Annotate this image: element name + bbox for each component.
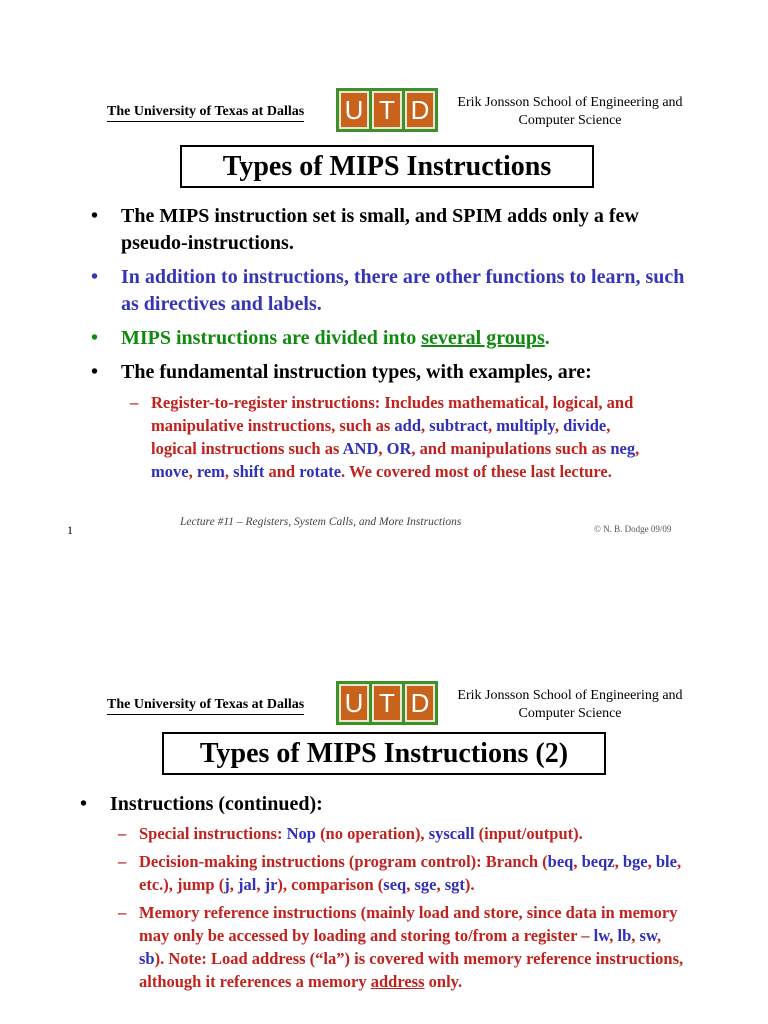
sub-bullet-item [120, 391, 660, 483]
copyright: © N. B. Dodge 09/09 [594, 524, 672, 534]
bullet-item [91, 325, 691, 352]
logo-letter-d: D [405, 91, 435, 129]
keyword: jr [264, 875, 278, 894]
sub-text: , [635, 439, 640, 458]
sub-text: ). Note: Load address (“la”) is covered with memory reference instructions, although it references a memory [139, 949, 684, 991]
sub-text: ), comparison ( [277, 875, 384, 894]
sub-text: Decision-making instructions (program control): Branch ( [139, 852, 548, 871]
bullet-item: • In addition to instructions, there are other functions to learn, such as directives and labels. [91, 264, 691, 318]
sub-text: . We covered most of these last lecture. [341, 462, 612, 481]
logo-letter-d: D [405, 684, 435, 722]
school-line-1: Erik Jonsson School of Engineering and [457, 95, 683, 110]
sub-text: Memory reference instructions (mainly load and store, since data in memory may only be accessed by loading and storing to/from a register – [139, 903, 678, 945]
sub-text: Register-to-register instructions: Includes mathematical, logical, and manipulative instructions, such as [151, 393, 634, 435]
university-name: The University of Texas at Dallas [107, 697, 304, 715]
keyword: add [394, 416, 422, 435]
sub-text: , logical instructions such as [151, 416, 611, 458]
address-underlined: address [370, 972, 425, 991]
school-line-2: Computer Science [518, 113, 622, 128]
bullet-item: • The fundamental instruction types, with examples, are: [91, 359, 691, 386]
sub-text: Special instructions: [139, 824, 287, 843]
school-line-1: Erik Jonsson School of Engineering and [457, 688, 683, 703]
school-name [440, 687, 700, 723]
school-line-2: Computer Science [518, 706, 622, 721]
keyword: OR [386, 439, 412, 458]
sub-bullet-list [120, 391, 660, 483]
sub-text: , [573, 852, 582, 871]
bullet-item: • Instructions (continued): [80, 791, 700, 818]
sub-text: , [487, 416, 497, 435]
keyword: neg [610, 439, 636, 458]
several-groups-link[interactable]: several groups [421, 327, 545, 349]
sub-text: , and manipulations such as [411, 439, 611, 458]
sub-text: ). [464, 875, 475, 894]
sub-bullet-list [108, 822, 688, 993]
keyword: sw [639, 926, 657, 945]
university-name: The University of Texas at Dallas [107, 104, 304, 122]
keyword: multiply [496, 416, 555, 435]
sub-text: (no operation), [315, 824, 429, 843]
keyword: syscall [428, 824, 475, 843]
sub-text: and [264, 462, 300, 481]
keyword: sge [414, 875, 437, 894]
keyword: divide [563, 416, 607, 435]
sub-text: , etc.), jump ( [139, 852, 682, 894]
keyword: AND [342, 439, 379, 458]
logo-letter-t: T [372, 684, 402, 722]
logo-letter-u: U [339, 684, 369, 722]
keyword: rotate [299, 462, 342, 481]
sub-text: , [647, 852, 656, 871]
keyword: lb [617, 926, 632, 945]
keyword: beq [547, 852, 574, 871]
sub-bullet-item [108, 901, 688, 993]
keyword: ble [655, 852, 677, 871]
sub-text: , [609, 926, 618, 945]
bullet-text: . [544, 327, 550, 349]
sub-text: , [421, 416, 430, 435]
keyword: shift [233, 462, 265, 481]
keyword: subtract [429, 416, 488, 435]
bullet-item: • The MIPS instruction set is small, and SPIM adds only a few pseudo-instructions. [91, 203, 691, 257]
keyword: sb [139, 949, 155, 968]
school-name [440, 94, 700, 130]
keyword: sgt [444, 875, 465, 894]
keyword: rem [196, 462, 225, 481]
keyword: move [151, 462, 189, 481]
page-number: 1 [67, 523, 73, 537]
keyword: j [224, 875, 230, 894]
keyword: seq [383, 875, 407, 894]
sub-text: , [378, 439, 387, 458]
bullet-list [91, 203, 691, 386]
sub-text: , [256, 875, 265, 894]
logo-letter-u: U [339, 91, 369, 129]
keyword: bge [622, 852, 648, 871]
slide-title: Types of MIPS Instructions [180, 145, 594, 188]
sub-text: , [656, 926, 662, 945]
logo-letter-t: T [372, 91, 402, 129]
bullet-text: MIPS instructions are divided into [121, 327, 422, 349]
sub-text: , [188, 462, 197, 481]
sub-bullet-item [108, 822, 688, 845]
sub-text: , [614, 852, 623, 871]
sub-text: , [436, 875, 445, 894]
sub-text: only. [424, 972, 463, 991]
sub-text: , [631, 926, 640, 945]
sub-text: , [554, 416, 564, 435]
sub-text: , [224, 462, 234, 481]
sub-text: , [229, 875, 238, 894]
utd-logo [336, 88, 438, 132]
lecture-footer: Lecture #11 – Registers, System Calls, and More Instructions [180, 516, 462, 528]
bullet-list [80, 791, 700, 818]
keyword: jal [237, 875, 257, 894]
utd-logo [336, 681, 438, 725]
keyword: Nop [286, 824, 316, 843]
slide-2 [0, 592, 768, 1024]
sub-text: , [406, 875, 415, 894]
sub-text: (input/output). [474, 824, 583, 843]
sub-bullet-item [108, 850, 688, 896]
slide-title: Types of MIPS Instructions (2) [162, 732, 606, 775]
keyword: beqz [581, 852, 615, 871]
keyword: lw [593, 926, 610, 945]
